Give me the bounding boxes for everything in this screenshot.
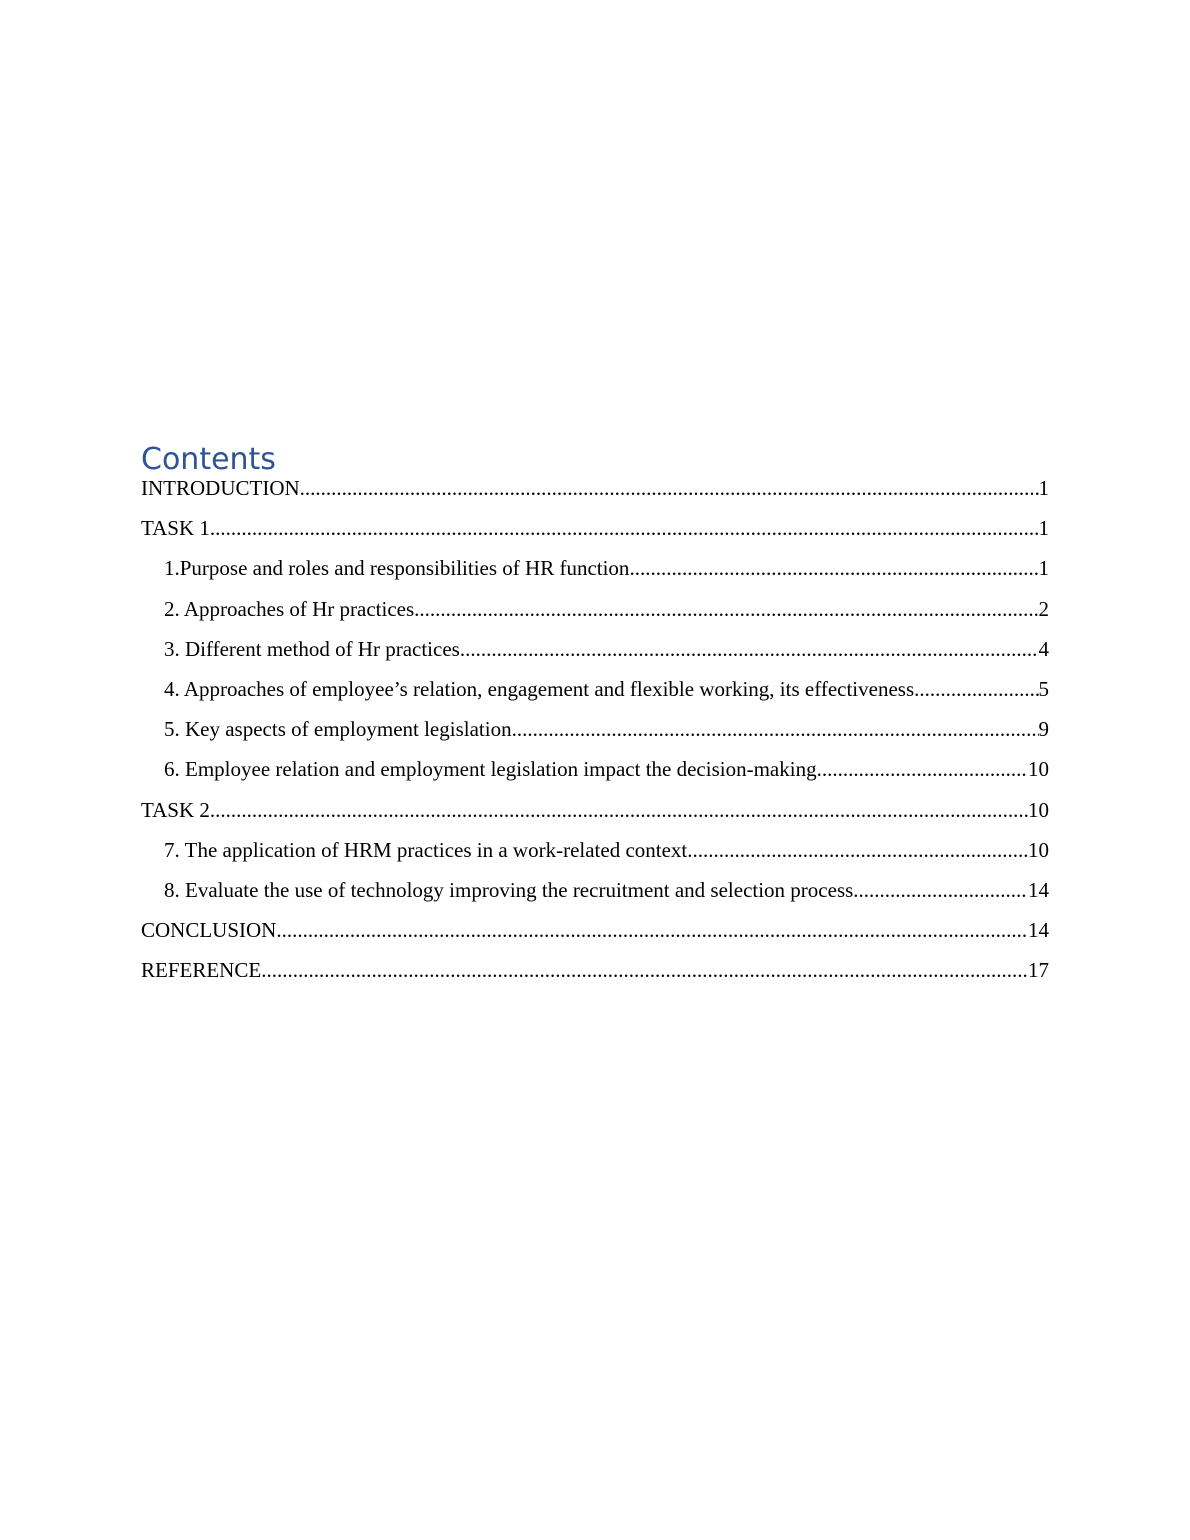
toc-entry-title: 1.Purpose and roles and responsibilities of HR function xyxy=(164,556,630,581)
toc-dot-leader xyxy=(300,474,1039,503)
toc-dot-leader xyxy=(210,796,1028,825)
toc-dot-leader xyxy=(629,554,1038,583)
toc-entry-hrm-application[interactable] xyxy=(141,836,1049,876)
toc-dot-leader xyxy=(687,836,1028,865)
toc-entry-hr-methods[interactable] xyxy=(141,635,1049,675)
toc-entry-hr-function[interactable] xyxy=(141,554,1049,594)
toc-dot-leader xyxy=(817,755,1028,784)
toc-entry-introduction[interactable] xyxy=(141,474,1049,514)
toc-entry-title: 7. The application of HRM practices in a work-related context xyxy=(164,837,688,862)
toc-entry-title: 5. Key aspects of employment legislation xyxy=(164,717,512,742)
toc-entry-title: CONCLUSION xyxy=(141,918,277,943)
toc-dot-leader xyxy=(261,956,1028,985)
toc-dot-leader xyxy=(460,635,1039,664)
toc-list xyxy=(141,474,1049,996)
toc-page-number: 1 xyxy=(1038,476,1049,500)
toc-page-number: 10 xyxy=(1028,757,1049,782)
toc-dot-leader xyxy=(276,916,1028,945)
toc-entry-title: 8. Evaluate the use of technology improving the recruitment and selection process xyxy=(164,877,854,902)
toc-entry-title: INTRODUCTION xyxy=(141,476,300,500)
toc-page-number: 17 xyxy=(1028,958,1049,983)
toc-entry-title: 6. Employee relation and employment legislation impact the decision-making xyxy=(164,757,817,782)
toc-entry-title: TASK 1 xyxy=(141,516,210,541)
toc-page-number: 5 xyxy=(1038,676,1049,701)
toc-entry-reference[interactable] xyxy=(141,956,1049,996)
toc-entry-decision-making[interactable] xyxy=(141,755,1049,795)
toc-page-number: 2 xyxy=(1038,596,1049,621)
toc-page-number: 4 xyxy=(1038,636,1049,661)
toc-dot-leader xyxy=(512,715,1039,744)
toc-page-number: 10 xyxy=(1028,797,1049,822)
toc-entry-conclusion[interactable] xyxy=(141,916,1049,956)
toc-dot-leader xyxy=(210,514,1039,543)
table-of-contents xyxy=(141,440,1049,996)
toc-entry-employment-legislation[interactable] xyxy=(141,715,1049,755)
toc-entry-title: REFERENCE xyxy=(141,958,262,983)
toc-entry-recruitment-technology[interactable] xyxy=(141,876,1049,916)
toc-entry-hr-approaches[interactable] xyxy=(141,595,1049,635)
toc-entry-title: 4. Approaches of employee’s relation, engagement and flexible working, its effectiveness xyxy=(164,676,915,701)
toc-dot-leader xyxy=(853,876,1028,905)
toc-page-number: 1 xyxy=(1038,516,1049,541)
toc-page-number: 14 xyxy=(1028,877,1049,902)
toc-entry-title: 2. Approaches of Hr practices xyxy=(164,596,415,621)
toc-page-number: 10 xyxy=(1028,837,1049,862)
toc-entry-title: TASK 2 xyxy=(141,797,210,822)
toc-dot-leader xyxy=(914,675,1038,704)
toc-dot-leader xyxy=(414,595,1038,624)
toc-page-number: 9 xyxy=(1038,717,1049,742)
toc-entry-employee-relation[interactable] xyxy=(141,675,1049,715)
toc-heading: Contents xyxy=(141,442,276,477)
toc-page-number: 1 xyxy=(1038,556,1049,581)
toc-entry-task-1[interactable] xyxy=(141,514,1049,554)
toc-entry-task-2[interactable] xyxy=(141,796,1049,836)
toc-entry-title: 3. Different method of Hr practices xyxy=(164,636,460,661)
toc-page-number: 14 xyxy=(1028,918,1049,943)
